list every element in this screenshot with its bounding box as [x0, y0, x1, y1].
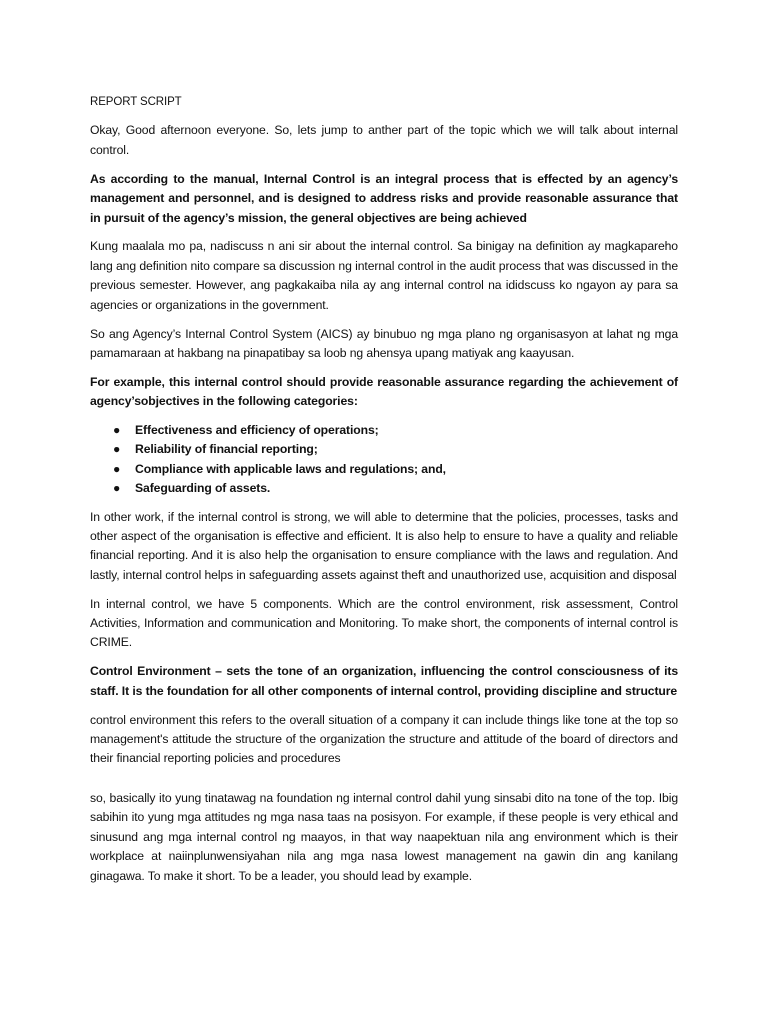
- bullet-icon: ●: [113, 442, 121, 457]
- list-item: [90, 440, 678, 459]
- list-item: [90, 421, 678, 440]
- paragraph-aics: So ang Agency’s Internal Control System (AICS) ay binubuo ng mga plano ng organisasyon at lahat ng mga pamamaraan at hakbang na pinapatibay sa loob ng ahensya upang matiyak ang kaayusan.: [90, 326, 678, 360]
- list-item: [90, 460, 678, 479]
- bullet-icon: ●: [113, 423, 121, 438]
- list-item-text: Effectiveness and efficiency of operations;: [135, 423, 379, 438]
- paragraph-foundation-explanation: so, basically ito yung tinatawag na foundation ng internal control dahil yung sinsabi dito na tone of the top. Ibig sabihin ito yung mga attitudes ng mga nasa taas na posisyon. For example, if these people is very ethical and sinusund ang mga internal control ng maayos, in that way naapektuan nila ang environment which is their workplace at naiinplunwensiyahan nila ang mga nasa lowest management na gawin din ang kanilang ginagawa. To make it short. To be a leader, you should lead by example.: [90, 790, 678, 883]
- paragraph-control-environment-definition: Control Environment – sets the tone of an organization, influencing the control consciousness of its staff. It is the foundation for all other components of internal control, providing discipline and structure: [90, 664, 678, 698]
- paragraph-control-environment-explanation: control environment this refers to the overall situation of a company it can include things like tone at the top so management's attitude the structure of the organization the structure and attitude of the board of directors and their financial reporting policies and procedures: [90, 712, 678, 766]
- paragraph-previous-discussion: Kung maalala mo pa, nadiscuss n ani sir about the internal control. Sa binigay na definition ay magkapareho lang ang definition nito compare sa discussion ng internal control in the audit process that was discussed in the previous semester. However, ang pagkakaiba nila ay ang internal control na ididscuss ko ngayon ay para sa agencies or organizations in the government.: [90, 239, 678, 312]
- paragraph-objectives-intro: For example, this internal control should provide reasonable assurance regarding the achievement of agency’sobjectives in the following categories:: [90, 374, 678, 409]
- paragraph-internal-control-definition: As according to the manual, Internal Control is an integral process that is effected by an agency’s management and personnel, and is designed to address risks and provide reasonable assurance that in pursuit of the agency’s mission, the general objectives are being achieved: [90, 171, 678, 225]
- objectives-list: [90, 421, 678, 498]
- paragraph-strong-internal-control: In other work, if the internal control is strong, we will able to determine that the policies, processes, tasks and other aspect of the organisation is effective and efficient. It is also help to ensure to have a quality and reliable financial reporting. And it is also help the organisation to ensure compliance with the laws and regulation. And lastly, internal control helps in safeguarding assets against theft and unauthorized use, acquisition and disposal: [90, 509, 678, 582]
- document-page: [90, 93, 678, 895]
- paragraph-greeting: Okay, Good afternoon everyone. So, lets jump to anther part of the topic which we will talk about internal control.: [90, 123, 678, 157]
- list-item-text: Compliance with applicable laws and regulations; and,: [135, 461, 446, 476]
- paragraph-five-components: In internal control, we have 5 components. Which are the control environment, risk assessment, Control Activities, Information and communication and Monitoring. To make short, the components of internal control is CRIME.: [90, 596, 678, 650]
- bullet-icon: ●: [113, 461, 121, 476]
- list-item: [90, 479, 678, 498]
- list-item-text: Reliability of financial reporting;: [135, 442, 318, 457]
- bullet-icon: ●: [113, 480, 121, 495]
- list-item-text: Safeguarding of assets.: [135, 480, 271, 495]
- report-title: REPORT SCRIPT: [90, 96, 182, 108]
